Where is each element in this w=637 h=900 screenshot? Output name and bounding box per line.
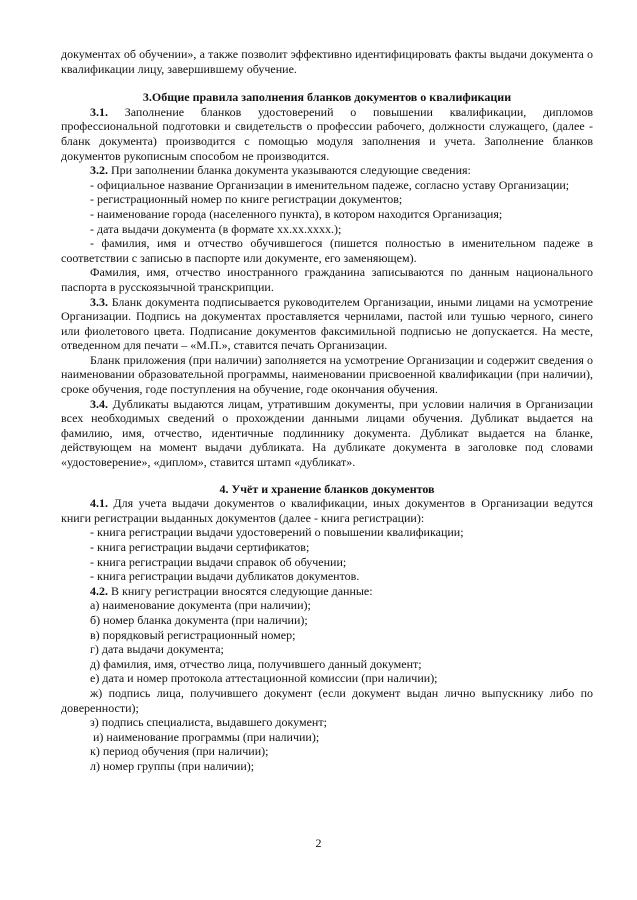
clause-3-2 — [61, 163, 593, 178]
list-item: б) номер бланка документа (при наличии); — [90, 612, 308, 627]
clause-text: Заполнение бланков удостоверений о повышении квалификации, дипломов профессиональной подготовки и свидетельств о профессии рабочего, должности служащего, (далее - бланк документа) производится с помощью модуля заполнения и учета. Заполнение бланков документов рукописным способом не производится. — [61, 104, 593, 163]
page-number: 2 — [315, 836, 322, 850]
list-item: и) наименование программы (при наличии); — [90, 729, 320, 744]
list-item: - фамилия, имя и отчество обучившегося (пишется полностью в именительном падеже в соответствии с записью в паспорте или документе, его заменяющем). — [61, 236, 593, 265]
list-item: - наименование города (населенного пункта), в котором находится Организация; — [90, 206, 503, 221]
clause-3-3 — [61, 295, 593, 353]
clause-text: При заполнении бланка документа указываются следующие сведения: — [108, 163, 471, 178]
clause-number: 4.1. — [90, 496, 108, 511]
clause-number: 3.4. — [90, 396, 108, 411]
list-item: л) номер группы (при наличии); — [90, 758, 255, 773]
clause-4-2 — [61, 584, 593, 599]
list-item: д) фамилия, имя, отчество лица, получившего данный документ; — [90, 656, 422, 671]
clause-number: 4.2. — [90, 583, 108, 598]
list-item: з) подпись специалиста, выдавшего документ; — [90, 715, 327, 730]
clause-text: Для учета выдачи документов о квалификации, иных документов в Организации ведутся книги регистрации выданных документов (далее - книга регистрации): — [61, 496, 593, 525]
clause-number: 3.2. — [90, 163, 108, 178]
clause-3-1 — [61, 105, 593, 163]
list-item: - книга регистрации выдачи справок об обучении; — [90, 554, 347, 569]
clause-number: 3.1. — [90, 104, 108, 119]
page-content — [61, 47, 593, 774]
list-item: - книга регистрации выдачи сертификатов; — [90, 540, 310, 554]
list-item: г) дата выдачи документа; — [90, 642, 224, 657]
clause-text: Бланк документа подписывается руководителем Организации, иными лицами на усмотрение Организации. Подпись на документах проставляется чернилами, пастой или тушью черного, синего или фиолетового цвета. Подписание документов факсимильной подписью не допускается. На месте, отведенном для печати – «М.П.», ставится печать Организации. — [61, 294, 593, 353]
list-item: ж) подпись лица, получившего документ (если документ выдан лично выпускнику либо по доверенности); — [61, 685, 593, 715]
list-item: - книга регистрации выдачи дубликатов документов. — [90, 569, 360, 584]
list-item: - книга регистрации выдачи удостоверений о повышении квалификации; — [90, 525, 464, 540]
foreign-citizen-paragraph: Фамилия, имя, отчество иностранного гражданина записываются по данным национального паспорта в русскоязычной транскрипции. — [61, 265, 593, 294]
clause-text: В книгу регистрации вносятся следующие данные: — [108, 583, 373, 598]
section-3-heading: 3.Общие правила заполнения бланков документов о квалификации — [142, 90, 512, 105]
list-item: а) наименование документа (при наличии); — [90, 598, 311, 613]
clause-4-1 — [61, 496, 593, 525]
list-item: - официальное название Организации в именительном падеже, согласно уставу Организации; — [90, 177, 570, 192]
list-item: - дата выдачи документа (в формате хх.хх.хххх.); — [90, 221, 342, 236]
list-item: - регистрационный номер по книге регистрации документов; — [90, 192, 403, 207]
section-4-heading: 4. Учёт и хранение бланков документов — [219, 481, 435, 496]
annex-paragraph: Бланк приложения (при наличии) заполняется на усмотрение Организации и содержит сведения о наименовании образовательной программы, наименовании присвоенной квалификации (при наличии), сроке обучения, годе поступления на обучение, годе окончания обучения. — [61, 352, 593, 397]
intro-paragraph: документах об обучении», а также позволит эффективно идентифицировать факты выдачи документа о квалификации лицу, завершившему обучение. — [61, 47, 593, 76]
list-item: к) период обучения (при наличии); — [90, 744, 269, 759]
clause-3-4 — [61, 397, 593, 470]
list-item: е) дата и номер протокола аттестационной комиссии (при наличии); — [90, 671, 438, 686]
list-item: в) порядковый регистрационный номер; — [90, 627, 296, 642]
clause-number: 3.3. — [90, 294, 108, 309]
clause-text: Дубликаты выдаются лицам, утратившим документы, при условии наличия в Организации всех необходимых сведений о прохождении данными лицами обучения. Дубликат выдается на фамилию, имя, отчество, идентичные подлиннику документа. Дубликат выдается на бланке, действующем на момент выдачи дубликата. На дубликате документа в заголовке под словами «удостоверение», «диплом», ставится штамп «дубликат». — [61, 396, 593, 470]
